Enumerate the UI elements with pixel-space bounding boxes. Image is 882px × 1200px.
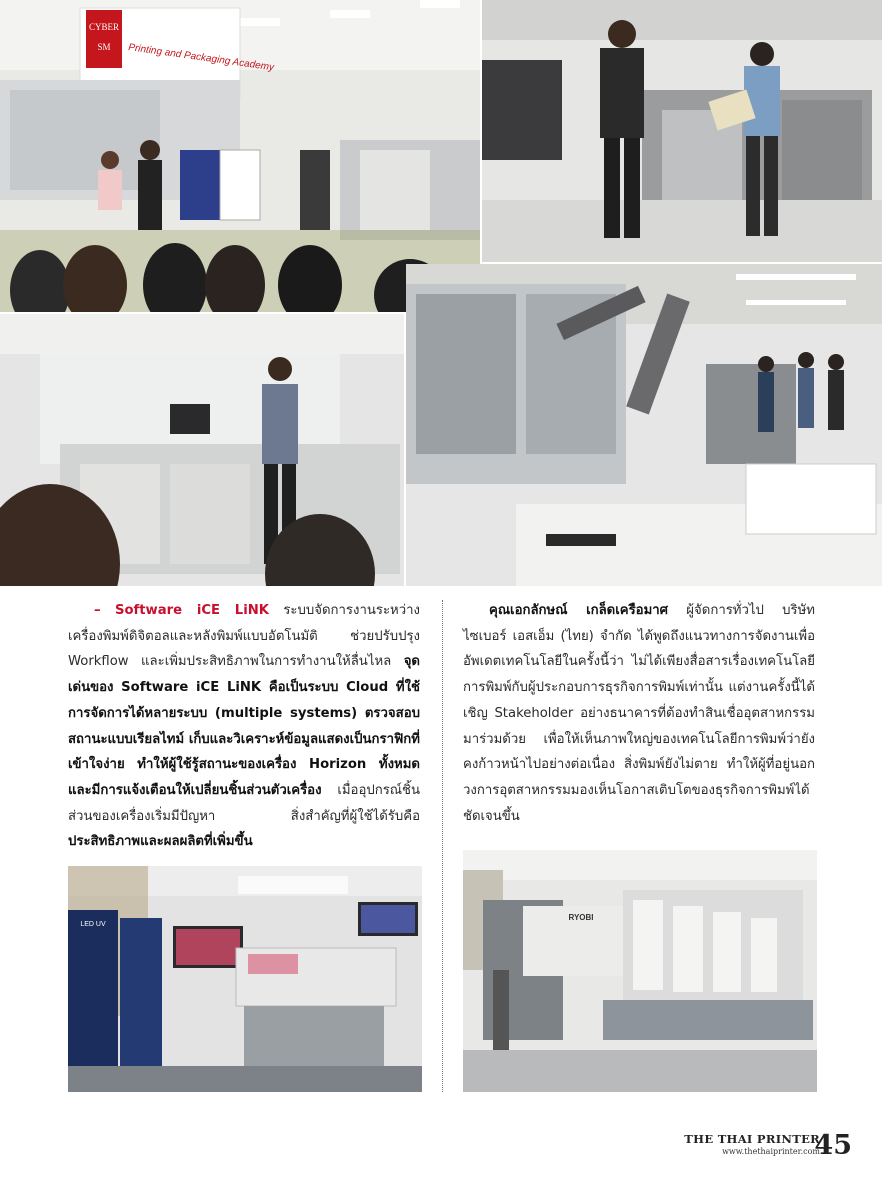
ryobi-logo: RYOBI [568,913,594,922]
photo-ryobi-press [463,850,817,1092]
left-text-b: เมื่ออุปกรณ์ชิ้นส่วนของเครื่องเริ่มมีปัญหา สิ่งสำคัญที่ผู้ใช้ได้รับคือ [68,782,420,824]
academy-sign: Printing and Packaging Academy [127,42,275,74]
magazine-url: www.thethaiprinter.com [722,1147,820,1156]
list-dash: – [94,603,101,618]
right-paragraph [463,598,815,829]
photo-robot-arm [406,264,882,586]
footer-masthead [684,1132,820,1156]
left-column-text [68,598,420,855]
product-name: Software iCE LiNK [114,603,269,618]
left-text-bold: จุดเด่นของ Software iCE LiNK คือเป็นระบบ Cloud ที่ใช้การจัดการได้หลายระบบ (multiple systems) ตรวจสอบสถานะแบบเรียลไทม์ เก็บและวิเคราะห์ข้อมูลแสดงเป็นกราฟิกที่เข้าใจง่าย ทำให้ผู้ใช้รู้สถานะของเครื่อง Horizon ทั้งหมด และมีการแจ้งเตือนให้เปลี่ยนชิ้นส่วนตัวเครื่อง [68,654,420,798]
logo-sm: SM [97,42,111,52]
left-text-bold-2: ประสิทธิภาพและผลผลิตที่เพิ่มขึ้น [68,834,253,850]
logo-cyber: CYBER [88,22,120,32]
right-text: ผู้จัดการทั่วไป บริษัท ไซเบอร์ เอสเอ็ม (ไทย) จำกัด ได้พูดถึงแนวทางการจัดงานเพื่ออัพเดตเทคโนโลยีในครั้งนี้ว่า ไม่ได้เพียงสื่อสารเรื่องเทคโนโลยีการพิมพ์กับผู้ประกอบการธุรกิจการพิมพ์เท่านั้น แต่งานครั้งนี้ได้เชิญ Stakeholder อย่างธนาคารที่ต้องทำสินเชื่ออุตสาหกรรมมาร่วมด้วย เพื่อให้เห็นภาพใหญ่ของเทคโนโลยีการพิมพ์ว่ายังคงก้าวหน้าไปอย่างต่อเนื่อง สิ่งพิมพ์ยังไม่ตาย ทำให้ผู้ที่อยู่นอกวงการอุตสาหกรรมมองเห็นโอกาสเติบโตของธุรกิจการพิมพ์ได้ชัดเจนขึ้น [463,603,815,824]
left-paragraph [68,598,420,855]
photo-led-uv-station [68,866,422,1092]
left-text-a: ระบบจัดการงานระหว่างเครื่องพิมพ์ดิจิตอลและหลังพิมพ์แบบอัตโนมัติ ช่วยปรับปรุง Workflow และเพิ่มประสิทธิภาพในการทำงานให้ลื่นไหล [68,603,420,670]
speaker-name: คุณเอกลักษณ์ เกล็ดเครือมาศ [489,603,669,618]
page-number: 45 [814,1130,852,1161]
magazine-name: THE THAI PRINTER [684,1132,820,1146]
banner-led-uv: LED UV [80,921,106,928]
column-divider [442,600,443,1092]
photo-speakers [482,0,882,262]
right-column-text [463,598,815,829]
photo-digital-press-demo [0,314,404,586]
